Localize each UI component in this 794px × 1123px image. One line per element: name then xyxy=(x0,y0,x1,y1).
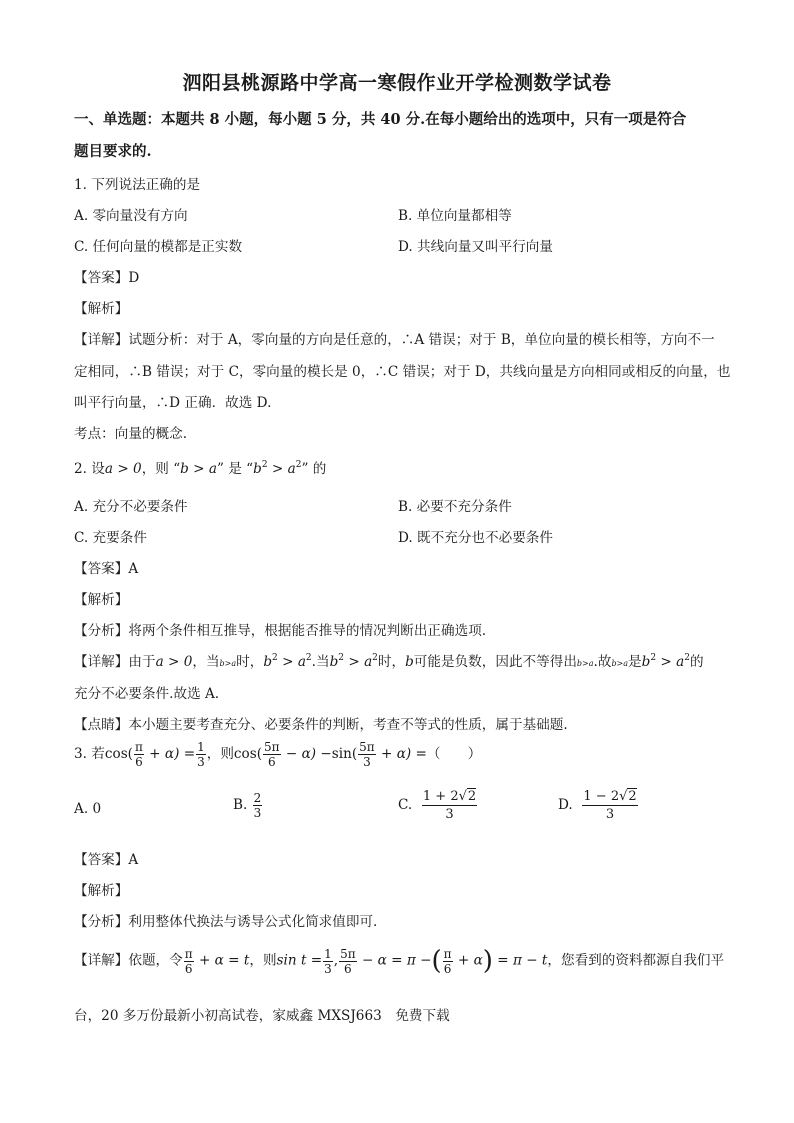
q3-analysis-label: 【解析】 xyxy=(74,883,129,899)
q1-kaodian: 考点：向量的概念. xyxy=(74,426,188,442)
q1-detail-line3: 叫平行向量，∴D 正确．故选 D. xyxy=(74,395,272,411)
q3-option-a xyxy=(74,801,101,817)
q3-option-b-num: 2 xyxy=(253,791,262,805)
q3-detail-comma: , xyxy=(333,952,339,969)
q2-option-a: A. 充分不必要条件 xyxy=(74,499,188,515)
q3-detail-frac-5pi-6 xyxy=(339,947,357,976)
q3-option-d-den: 3 xyxy=(605,807,615,822)
q2-stem-mid2: ” 是 “ xyxy=(217,461,254,477)
q2-detail-b2-b: b xyxy=(329,654,339,670)
q2-detail-gt-c: > xyxy=(656,654,677,670)
q2-analysis-label: 【解析】 xyxy=(74,592,129,608)
q2-detail-small-ba: b>a xyxy=(219,659,237,668)
q3-frac-5pi-3-num: 5π xyxy=(359,740,375,754)
q2-detail-de: 的 xyxy=(689,654,704,670)
q2-detail-prefix: 【详解】由于 xyxy=(74,654,156,670)
q3-option-c-num: 1 + 2√2 xyxy=(422,789,477,804)
q3-detail-frac-pi-6-num: π xyxy=(184,946,193,961)
q2-detail-when: ，当 xyxy=(192,654,220,670)
q3-option-b-label: B. xyxy=(233,797,248,813)
section-heading-line2: 题目要求的. xyxy=(74,143,152,160)
q1-answer: 【答案】D xyxy=(74,270,140,286)
q2-a2: a xyxy=(287,461,296,477)
q2-option-b: B. 必要不充分条件 xyxy=(398,499,512,515)
q3-frac-1-3-den: 3 xyxy=(197,755,205,769)
q2-stem-end: ” 的 xyxy=(301,461,327,477)
q3-detail-eq-pi-t: = π − t xyxy=(492,952,548,969)
section-heading-line1: 一、单选题：本题共 8 小题，每小题 5 分，共 40 分.在每小题给出的选项中，只有一项是符合 xyxy=(74,111,687,128)
q3-frac-5pi-6-num: 5π xyxy=(264,740,280,754)
q2-detail-b2: b xyxy=(263,654,273,670)
q3-detail-frac-pi-6-den: 6 xyxy=(184,961,193,976)
q2-stem xyxy=(74,457,326,477)
q2-detail-small-ba3: b>a xyxy=(611,659,629,668)
q3-option-d-num: 1 − 2√2 xyxy=(583,789,637,804)
q3-detail-frac-5pi-6-num: 5π xyxy=(340,946,356,961)
q2-option-d: D. 既不充分也不必要条件 xyxy=(398,530,553,546)
q3-watermark-ad: ，您看到的资料都源自我们平 xyxy=(547,952,725,969)
q3-cos-1: cos( xyxy=(104,746,133,762)
q3-option-c-den: 3 xyxy=(445,807,454,822)
q3-stem-prefix: 3. 若 xyxy=(74,746,105,762)
q2-stem-prefix: 2. 设 xyxy=(74,461,105,477)
q3-detail-lparen: ( xyxy=(431,946,442,976)
q2-detail-line1 xyxy=(74,650,704,670)
q2-detail-gu: .故 xyxy=(593,654,612,670)
q2-b-gt-a: b > a xyxy=(180,461,217,477)
q3-detail-prefix: 【详解】依题，令 xyxy=(74,952,183,969)
q3-option-c-frac xyxy=(422,788,477,823)
q2-detail-a-pos: a > 0 xyxy=(155,654,193,670)
q3-detail-plus-alpha-in: + α xyxy=(453,952,483,969)
q3-frac-1-3-num: 1 xyxy=(197,740,205,754)
q3-answer: 【答案】A xyxy=(74,852,139,868)
q2-stem-mid1: ，则 “ xyxy=(141,461,181,477)
q1-option-c: C. 任何向量的模都是正实数 xyxy=(74,239,243,255)
q3-frac-5pi-3 xyxy=(358,740,376,769)
q3-option-d-sqrt: 2 xyxy=(628,789,637,804)
q2-detail-dang2: .当 xyxy=(311,654,330,670)
q2-detail-b2-exp-c: 2 xyxy=(650,653,657,663)
q2-detail-small-ba2: b>a xyxy=(576,659,594,668)
q1-option-b: B. 单位向量都相等 xyxy=(398,208,512,224)
q3-frac-5pi-6-den: 6 xyxy=(267,755,276,769)
q3-detail-frac-1-3-num: 1 xyxy=(324,946,332,961)
q3-option-c-num-pre: 1 + 2 xyxy=(422,789,459,804)
q2-fenxi: 【分析】将两个条件相互推导，根据能否推导的情况判断出正确选项. xyxy=(74,623,487,639)
q3-plus-alpha-1: + α) = xyxy=(144,746,196,762)
q1-detail-line2: 定相同，∴B 错误；对于 C，零向量的模长是 0，∴C 错误；对于 D，共线向量是方向相同或相反的向量，也 xyxy=(74,364,731,380)
q3-detail-rparen: ) xyxy=(482,946,493,976)
q3-detail-alpha-eq-t: + α = t xyxy=(194,952,250,969)
q3-detail-frac-pi-6 xyxy=(184,947,194,976)
q3-frac-1-3 xyxy=(196,740,206,769)
q2-detail-line2: 充分不必要条件.故选 A. xyxy=(74,686,220,702)
q1-detail-line1: 【详解】试题分析：对于 A，零向量的方向是任意的，∴A 错误；对于 B，单位向量的模长相等，方向不一 xyxy=(74,332,715,348)
q3-fenxi: 【分析】利用整体代换法与诱导公式化简求值即可. xyxy=(74,914,378,930)
q3-blank: （ ） xyxy=(426,746,482,762)
q3-detail-minus-alpha-eq: − α = π − xyxy=(357,952,432,969)
q2-detail-shi2: 是 xyxy=(628,654,642,670)
q3-detail-frac-pi-6-b-num: π xyxy=(443,946,452,961)
q2-detail-a2-exp-b: 2 xyxy=(372,653,378,663)
q2-b2: b xyxy=(253,461,262,477)
q3-option-b-frac xyxy=(253,791,263,820)
q3-option-a-value: 0 xyxy=(92,801,102,817)
q2-detail-a2-c: a xyxy=(676,654,685,670)
q3-option-c xyxy=(398,788,478,823)
q2-detail-b2-exp-b: 2 xyxy=(338,653,345,663)
q3-option-d-num-pre: 1 − 2 xyxy=(583,789,620,804)
q1-option-a: A. 零向量没有方向 xyxy=(74,208,188,224)
q3-detail-sin-t: sin t = xyxy=(276,952,323,969)
q2-option-c: C. 充要条件 xyxy=(74,530,147,546)
q1-option-d: D. 共线向量又叫平行向量 xyxy=(398,239,553,255)
q3-detail-frac-pi-6-b xyxy=(443,947,453,976)
q3-frac-pi-6-num: π xyxy=(134,740,143,754)
q2-a2-exp: 2 xyxy=(295,460,302,470)
q3-option-d xyxy=(558,788,639,823)
q2-detail-shi-b: 时， xyxy=(377,654,406,670)
q2-detail-a2-exp: 2 xyxy=(305,653,312,663)
q2-detail-a2-b: a xyxy=(364,654,373,670)
q2-dianjing: 【点睛】本小题主要考查充分、必要条件的判断，考查不等式的性质，属于基础题. xyxy=(74,717,568,733)
q3-sin: sin( xyxy=(331,746,358,762)
q1-stem: 1. 下列说法正确的是 xyxy=(74,177,201,193)
q3-detail-line1 xyxy=(74,946,724,976)
q2-answer: 【答案】A xyxy=(74,561,139,577)
q3-option-a-label: A. xyxy=(74,801,89,817)
q3-option-b-den: 3 xyxy=(253,806,262,820)
page-title: 泗阳县桃源路中学高一寒假作业开学检测数学试卷 xyxy=(182,72,612,94)
q3-frac-5pi-6 xyxy=(263,740,281,769)
q3-option-d-frac xyxy=(582,788,637,823)
q3-option-b xyxy=(233,791,263,820)
q2-detail-gt: > xyxy=(277,654,298,670)
q2-b2-exp: 2 xyxy=(261,460,268,470)
q2-detail-shi: 时， xyxy=(236,654,264,670)
q2-detail-b2-exp: 2 xyxy=(272,653,278,663)
q3-detail-frac-5pi-6-den: 6 xyxy=(344,961,352,976)
q3-detail-frac-1-3-den: 3 xyxy=(324,961,332,976)
q3-option-c-label: C. xyxy=(398,797,413,813)
q3-minus-alpha: − α) − xyxy=(281,746,332,762)
q3-frac-pi-6 xyxy=(134,740,144,769)
q2-detail-b2-c: b xyxy=(641,654,651,670)
q3-plus-alpha-eq: + α) = xyxy=(376,746,427,762)
q3-stem xyxy=(74,740,481,769)
q1-analysis-label: 【解析】 xyxy=(74,301,129,317)
q3-watermark-line2: 台，20 多万份最新小初高试卷，家威鑫 MXSJ663 免费下载 xyxy=(74,1008,450,1024)
q2-detail-tail: 可能是负数，因此不等得出 xyxy=(413,654,577,670)
q2-detail-b-word: b xyxy=(405,654,414,670)
q3-detail-ze: ，则 xyxy=(249,952,277,969)
q3-frac-pi-6-den: 6 xyxy=(135,755,143,769)
q2-detail-a2-exp-c: 2 xyxy=(684,653,690,663)
q3-option-c-sqrt: 2 xyxy=(467,789,477,804)
q2-detail-a2: a xyxy=(297,654,306,670)
q3-detail-frac-pi-6-b-den: 6 xyxy=(443,961,452,976)
q3-ze: ，则 xyxy=(206,746,234,762)
q3-frac-5pi-3-den: 3 xyxy=(363,755,371,769)
q2-condition: a > 0 xyxy=(104,461,142,477)
q3-detail-frac-1-3 xyxy=(323,947,333,976)
q2-detail-gt-b: > xyxy=(344,654,365,670)
q2-gt: > xyxy=(267,461,288,477)
q3-option-d-label: D. xyxy=(558,797,573,813)
q3-cos-2: cos( xyxy=(233,746,262,762)
